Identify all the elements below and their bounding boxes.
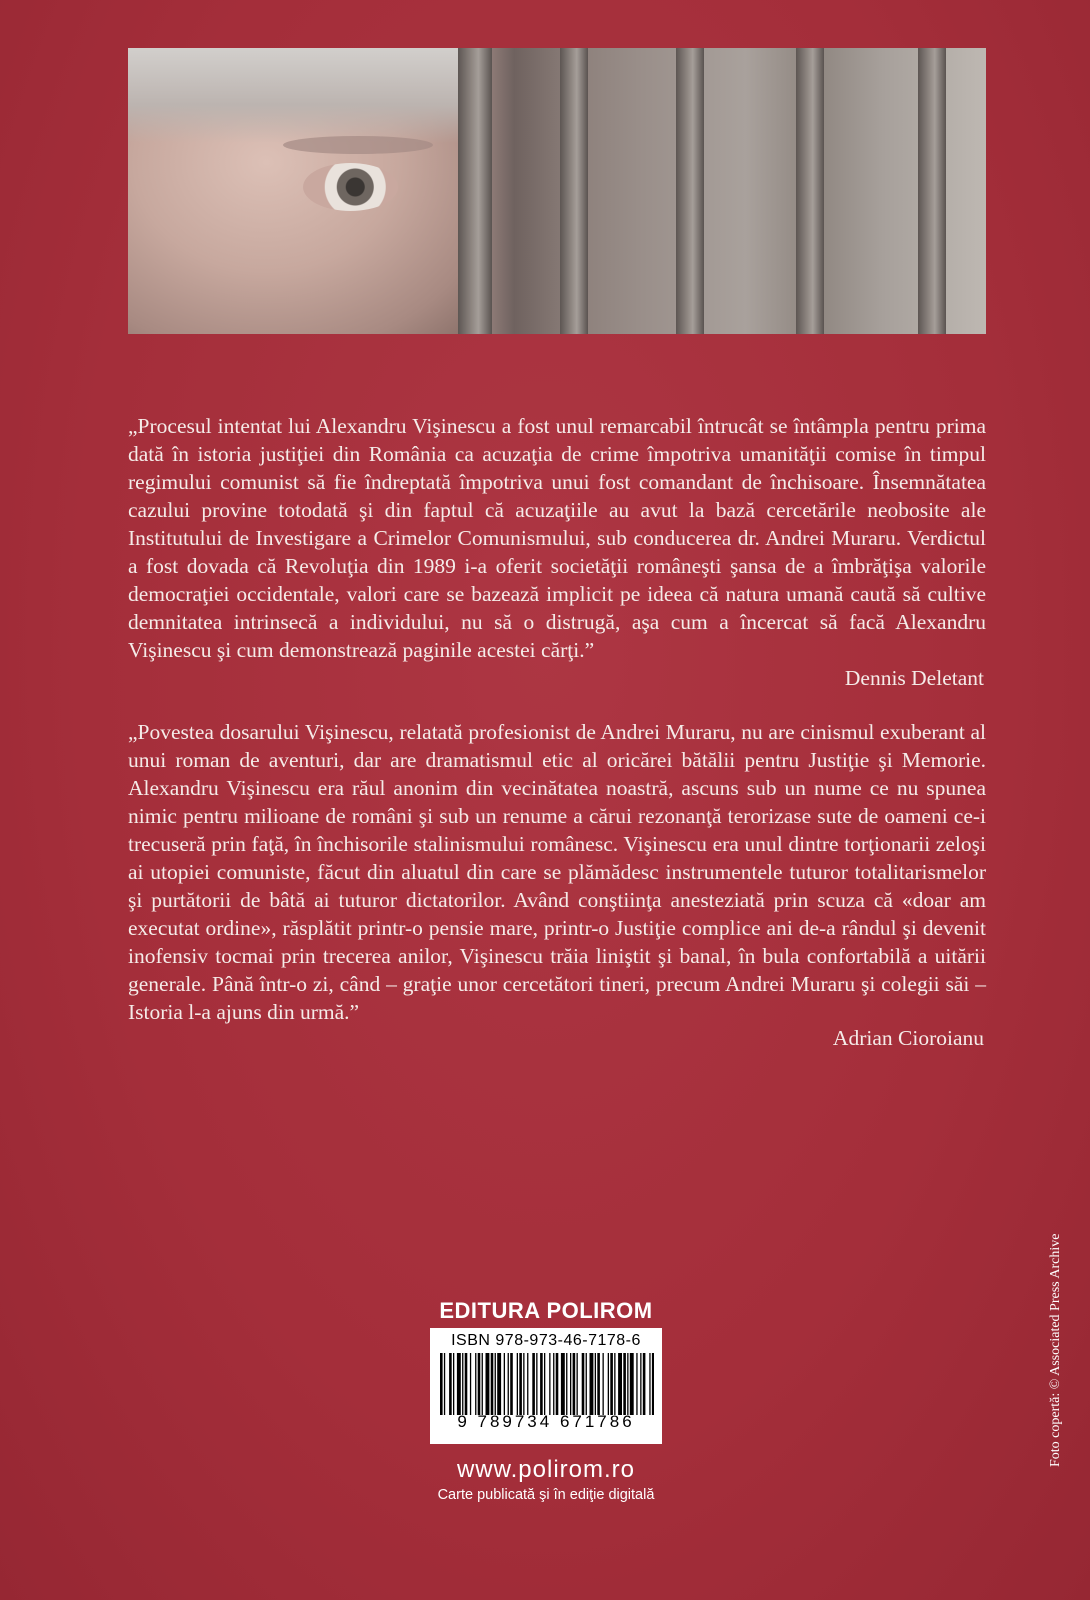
author-cioroianu: Adrian Cioroianu [832,1026,984,1050]
bar-4 [796,48,824,334]
eye [303,163,398,211]
barcode-icon [438,1353,654,1415]
barcode-digits: 9 789734 671786 [457,1412,635,1431]
bar-2 [560,48,588,334]
quote-deletant: „Procesul intentat lui Alexandru Vişinescu a fost unul remarcabil întrucât se întâmpla pentru prima dată în istoria justiţiei din România ca acuzaţia de crime împotriva umanităţii comise în timpul regimului comunist să fie îndreptată împotriva unui fost comandant de închisoare. Însemnătatea cazului provine totodată şi din faptul că acuzaţiile au avut la bază cercetările neobosite ale Institutului de Investigare a Crimelor Comunismului, sub conducerea dr. Andrei Muraru. Verdictul a fost dovada că Revoluţia din 1989 i-a oferit societăţii româneşti şansa de a îmbrăţişa valorile democraţiei occidentale, valori care se bazează implicit pe ideea că natura umană caută să cultive demnitatea intrinsecă a individului, nu să o distrugă, aşa cum a încercat să facă Alexandru Vişinescu şi cum demonstrează paginile acestei cărţi.” [128,414,986,662]
publisher-name: EDITURA POLIROM [439,1298,653,1323]
barcode-box [430,1328,662,1444]
quote-cioroianu: „Povestea dosarului Vişinescu, relatată profesionist de Andrei Muraru, nu are cinismul exuberant al unui roman de aventuri, dar are dramatismul etic al oricărei bătălii pentru Justiţie şi Memorie. Alexandru Vişinescu era răul anonim din vecinătatea noastră, ascuns sub un nume ce nu spunea nimic pentru milioane de români şi sub un renume a cărui rezonanţă terorizase sute de oameni ce-i trecuseră prin faţă, în închisorile stalinismului românesc. Vişinescu era unul dintre torţionarii zeloşi ai utopiei comuniste, făcut din aluatul din care se plămădesc instrumentele tuturor totalitarismelor şi purtătorii de bâtă ai tuturor dictatorilor. Având conştiinţa anesteziată prin scuza că «doar am executat ordine», răsplătit printr-o pensie mare, printr-o Justiţie complice ani de-a rândul şi devenit inofensiv tocmai prin trecerea anilor, Vişinescu trăia liniştit şi banal, în bula confortabilă a uitării generale. Până într-o zi, când – graţie unor cercetători tineri, precum Andrei Muraru şi colegii săi – Istoria l-a ajuns din urmă.” [128,720,986,1024]
digital-edition-note: Carte publicată şi în ediţie digitală [437,1487,655,1503]
isbn-text: ISBN 978-973-46-7178-6 [451,1332,641,1349]
author-deletant: Dennis Deletant [844,666,984,690]
bar-1 [458,48,492,334]
bar-5 [918,48,946,334]
photo-credit: Foto copertă: © Associated Press Archive [1048,1233,1063,1467]
eyebrow [283,136,433,154]
website-link[interactable]: www.polirom.ro [456,1456,636,1483]
hair-region [128,48,473,143]
cover-photo [128,48,986,334]
bar-3 [676,48,704,334]
